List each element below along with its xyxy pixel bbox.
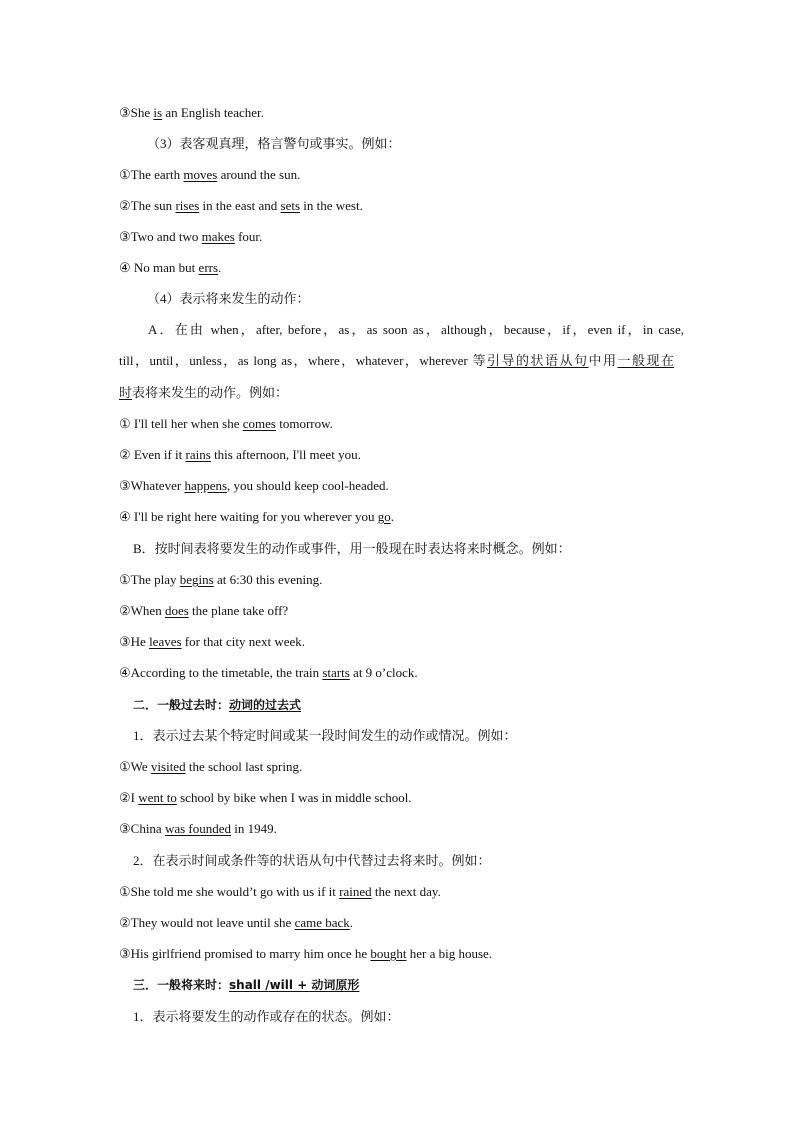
text-line — [133, 852, 684, 870]
text-line — [119, 945, 684, 963]
text-segment: ②I — [119, 790, 139, 805]
text-segment: ③He — [119, 634, 150, 649]
text-segment: school by bike when I was in middle school. — [176, 790, 412, 805]
text-segment: ③She — [119, 105, 154, 120]
text-line — [133, 540, 684, 558]
underlined-text: came back — [294, 915, 350, 930]
text-segment: , you should keep cool-headed. — [227, 478, 389, 493]
text-segment: an English teacher. — [162, 105, 264, 120]
text-segment: A．在由 when，after, before，as，as soon as，although，because，if，even if，in case, — [148, 322, 684, 337]
text-line — [133, 1008, 684, 1026]
section-heading — [133, 696, 684, 714]
text-segment: around the sun. — [217, 167, 301, 182]
underlined-text: bought — [370, 946, 407, 961]
text-segment: at 6:30 this evening. — [213, 572, 323, 587]
underlined-text: happens — [184, 478, 228, 493]
underlined-text: sets — [280, 198, 301, 213]
underlined-text: errs — [198, 260, 219, 275]
text-segment: ①The play — [119, 572, 180, 587]
underlined-text: go — [377, 509, 391, 524]
text-segment: 1．表示将要发生的动作或存在的状态。例如： — [133, 1009, 400, 1024]
underlined-text: starts — [322, 665, 350, 680]
text-line — [119, 508, 684, 526]
text-line — [119, 104, 684, 122]
text-segment: 表将来发生的动作。例如： — [132, 385, 289, 400]
text-segment: ③His girlfriend promised to marry him once he — [119, 946, 371, 961]
underlined-text: moves — [183, 167, 218, 182]
text-segment: . — [349, 915, 354, 930]
text-segment: ①She told me she would’t go with us if it — [119, 884, 340, 899]
text-segment: in the east and — [199, 198, 281, 213]
text-line — [119, 758, 684, 776]
text-segment: ①We — [119, 759, 151, 774]
text-segment: tomorrow. — [275, 416, 333, 431]
text-segment: ①The earth — [119, 167, 184, 182]
underlined-text: makes — [201, 229, 235, 244]
underlined-text: 一般现在 — [617, 353, 674, 368]
text-line — [119, 789, 684, 807]
text-line — [119, 259, 684, 277]
underlined-text: shall /will + 动词原形 — [229, 978, 360, 992]
text-segment: . — [218, 260, 222, 275]
underlined-text: comes — [242, 416, 276, 431]
text-segment: （3）表客观真理，格言警句或事实。例如： — [147, 136, 401, 151]
text-line — [147, 135, 684, 153]
text-segment: in the west. — [300, 198, 363, 213]
text-line — [119, 602, 684, 620]
text-segment: 1．表示过去某个特定时间或某一段时间发生的动作或情况。例如： — [133, 728, 517, 743]
text-segment: till，until，unless，as long as，where，whatever，wherever 等 — [119, 353, 487, 368]
text-segment: ③Whatever — [119, 478, 185, 493]
text-segment: ③Two and two — [119, 229, 202, 244]
underlined-text: was founded — [164, 821, 232, 836]
text-segment: 2．在表示时间或条件等的状语从句中代替过去将来时。例如： — [133, 853, 491, 868]
text-line — [119, 352, 674, 370]
text-segment: ① I'll tell her when she — [119, 416, 243, 431]
underlined-text: rains — [185, 447, 211, 462]
text-segment: for that city next week. — [181, 634, 306, 649]
text-segment: （4）表示将来发生的动作： — [147, 291, 310, 306]
text-segment: four. — [234, 229, 263, 244]
text-segment: at 9 o’clock. — [349, 665, 418, 680]
text-line — [119, 446, 684, 464]
text-segment: her a big house. — [406, 946, 493, 961]
text-segment: ③China — [119, 821, 165, 836]
text-segment: in 1949. — [231, 821, 277, 836]
text-segment: ②The sun — [119, 198, 176, 213]
text-line — [119, 633, 684, 651]
text-line — [119, 820, 684, 838]
text-segment: the plane take off? — [188, 603, 289, 618]
text-segment: ②When — [119, 603, 165, 618]
text-line — [133, 727, 684, 745]
text-segment: 二．一般过去时： — [133, 698, 230, 712]
underlined-text: leaves — [149, 634, 182, 649]
text-segment: 中用 — [588, 353, 618, 368]
underlined-text: 引导的状语从句 — [487, 353, 589, 368]
underlined-text: does — [164, 603, 189, 618]
text-segment: . — [390, 509, 394, 524]
section-heading — [133, 976, 684, 994]
text-segment: ④According to the timetable, the train — [119, 665, 323, 680]
text-line — [119, 571, 684, 589]
text-line — [119, 664, 684, 682]
text-line — [148, 321, 684, 339]
text-segment: the next day. — [371, 884, 441, 899]
text-segment: this afternoon, I'll meet you. — [210, 447, 361, 462]
underlined-text: went to — [138, 790, 177, 805]
text-line — [119, 384, 684, 402]
text-line — [119, 228, 684, 246]
underlined-text: is — [153, 105, 163, 120]
text-line — [119, 883, 684, 901]
text-segment: ②They would not leave until she — [119, 915, 295, 930]
underlined-text: 动词的过去式 — [229, 698, 302, 712]
text-line — [119, 415, 684, 433]
underlined-text: rises — [175, 198, 200, 213]
underlined-text: rained — [339, 884, 372, 899]
text-segment: ② Even if it — [119, 447, 186, 462]
text-line — [119, 166, 684, 184]
text-line — [119, 914, 684, 932]
text-line — [119, 197, 684, 215]
text-segment: B．按时间表将要发生的动作或事件，用一般现在时表达将来时概念。例如： — [133, 541, 571, 556]
underlined-text: 时 — [119, 385, 133, 400]
text-segment: ④ I'll be right here waiting for you wherever you — [119, 509, 378, 524]
text-line — [119, 477, 684, 495]
text-segment: ④ No man but — [119, 260, 199, 275]
text-segment: 三．一般将来时： — [133, 978, 230, 992]
underlined-text: begins — [179, 572, 214, 587]
underlined-text: visited — [150, 759, 186, 774]
text-line — [147, 290, 684, 308]
text-segment: the school last spring. — [185, 759, 303, 774]
